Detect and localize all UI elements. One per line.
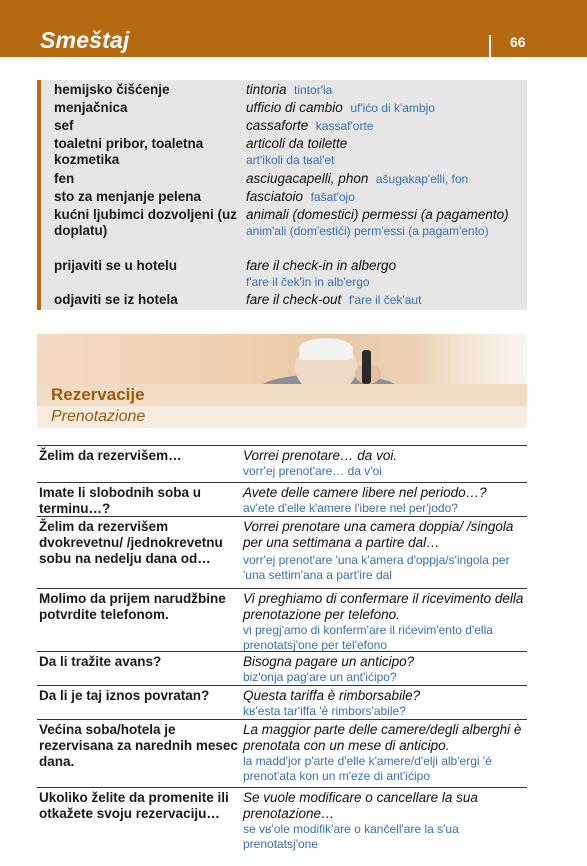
phrase-row: [37, 445, 527, 482]
vocab-term: hemijsko čišćenje: [54, 82, 170, 97]
phrase-serbian: Molimo da prijem narudžbine potvrdite telefonom.: [39, 591, 226, 622]
phrase-italian: Vorrei prenotare una camera doppia/ /singola per una settimana a partire dal…: [243, 519, 514, 550]
phrase-pronunciation: se vʁ'ole modifik'are o kančell'are la s'ua prenotatsj'one: [243, 822, 459, 851]
section-title: Rezervacije: [51, 385, 145, 404]
vocab-term: fen: [54, 171, 75, 186]
phrase-italian: La maggior parte delle camere/degli alberghi è prenotata con un mese di anticipo.: [243, 722, 522, 753]
phrase-serbian: Želim da rezervišem…: [39, 448, 182, 463]
vocab-translation: [246, 118, 528, 134]
vocab-pronunciation: tintor'ia: [294, 83, 333, 97]
phrase-pronunciation: biz'onja pag'are un ant'ićipo?: [243, 670, 397, 684]
vocab-term: kućni ljubimci dozvoljeni (uz doplatu): [54, 207, 238, 238]
page-header: [0, 0, 587, 57]
vocab-translation: [246, 171, 528, 187]
vocab-italian: fasciatoio: [246, 189, 304, 204]
vocab-term: menjačnica: [54, 100, 128, 115]
phrase-row: [37, 719, 527, 787]
phrase-serbian: Ukoliko želite da promenite ili otkažete svoju rezervaciju…: [39, 790, 229, 821]
vocab-translation: [246, 258, 528, 290]
vocab-term: sef: [54, 118, 74, 133]
phrase-row: [37, 685, 527, 719]
phrase-pronunciation: av'ete d'elle k'amere l'ibere nel per'jodo?: [243, 501, 458, 515]
vocab-term: sto za menjanje pelena: [54, 189, 202, 204]
phrase-pronunciation: vorr'ej prenot'are 'una k'amera d'oppja/s'ingola per 'una settim'ana a part'ire dal: [243, 553, 510, 582]
section-banner-photo: [37, 334, 527, 384]
phrase-row: [37, 516, 527, 588]
phrase-pronunciation: kʁ'esta tar'iffa 'è rimbors'abile?: [243, 704, 406, 718]
vocab-pronunciation: uf'ićo di k'ambjo: [350, 101, 435, 115]
vocab-italian: articoli da toilette: [246, 136, 348, 151]
vocab-term: prijaviti se u hotelu: [54, 258, 178, 273]
vocab-translation: [246, 207, 528, 239]
vocab-term: odjaviti se iz hotela: [54, 292, 178, 307]
phrase-row: [37, 482, 527, 516]
vocab-translation: [246, 82, 528, 98]
section-subtitle: Prenotazione: [51, 408, 146, 425]
phrase-row: [37, 588, 527, 651]
phrase-row: [37, 787, 527, 851]
vocab-italian: fare il check-out: [246, 292, 342, 307]
vocab-italian: ufficio di cambio: [246, 100, 343, 115]
phrase-italian: Vorrei prenotare… da voi.: [243, 448, 398, 463]
vocab-italian: tintoria: [246, 82, 287, 97]
vocab-pronunciation: anim'ali (dom'estići) perm'essi (a pagam'ento): [246, 224, 489, 238]
header-divider: [489, 35, 491, 57]
phrase-serbian: Imate li slobodnih soba u terminu…?: [39, 485, 202, 516]
vocab-pronunciation: f'are il ček'in in alb'ergo: [246, 275, 370, 289]
phrase-serbian: Da li tražite avans?: [39, 654, 162, 669]
section-subtitle-bar: [37, 406, 527, 428]
phrase-italian: Se vuole modificare o cancellare la sua prenotazione…: [243, 790, 478, 821]
vocab-translation: [246, 189, 528, 205]
phrase-pronunciation: la madd'jor p'arte d'elle k'amere/d'elji alb'ergi 'é prenot'ata kon un m'eze di ant'ićipo: [243, 754, 492, 783]
vocabulary-box: [37, 80, 527, 310]
phrase-row: [37, 651, 527, 685]
vocab-pronunciation: fašat'ojo: [310, 190, 355, 204]
vocab-pronunciation: art'ikoli da tʁal'et: [246, 153, 335, 167]
vocab-term: toaletni pribor, toaletna kozmetika: [54, 136, 204, 167]
photo-window-light: [417, 334, 527, 384]
vocab-pronunciation: kassaf'orte: [315, 119, 374, 133]
section-title-bar: [37, 384, 527, 406]
vocab-italian: animali (domestici) permessi (a pagamento): [246, 207, 509, 222]
phrase-serbian: Želim da rezervišem dvokrevetnu/ /jednokrevetnu sobu na nedelju dana od…: [39, 519, 223, 566]
phrase-pronunciation: vorr'ej prenot'are… da v'oi: [243, 464, 382, 478]
chapter-title: Smeštaj: [40, 27, 130, 53]
phrase-italian: Avete delle camere libere nel periodo…?: [243, 485, 487, 500]
vocab-pronunciation: ašugakap'elli, fon: [375, 172, 469, 186]
photo-man-hair: [299, 338, 353, 360]
phone-icon: [362, 350, 371, 384]
vocab-italian: asciugacapelli, phon: [246, 171, 369, 186]
phrase-italian: Questa tariffa è rimborsabile?: [243, 688, 421, 703]
phrase-serbian: Većina soba/hotela je rezervisana za narednih mesec dana.: [39, 722, 238, 769]
vocab-translation: [246, 100, 528, 116]
phrase-pronunciation: vi pregj'amo di konferm'are il rićevim'ento d'ella prenotatsj'one per tel'efono: [243, 623, 493, 652]
vocab-italian: fare il check-in in albergo: [246, 258, 397, 273]
vocab-translation: [246, 136, 528, 168]
vocab-translation: [246, 292, 528, 308]
vocab-pronunciation: f'are il ček'aut: [348, 293, 422, 307]
vocab-italian: cassaforte: [246, 118, 309, 133]
page-number: 66: [510, 34, 526, 50]
phrase-italian: Vi preghiamo di confermare il ricevimento della prenotazione per telefono.: [243, 591, 524, 622]
phrase-serbian: Da li je taj iznos povratan?: [39, 688, 210, 703]
phrase-italian: Bisogna pagare un anticipo?: [243, 654, 415, 669]
